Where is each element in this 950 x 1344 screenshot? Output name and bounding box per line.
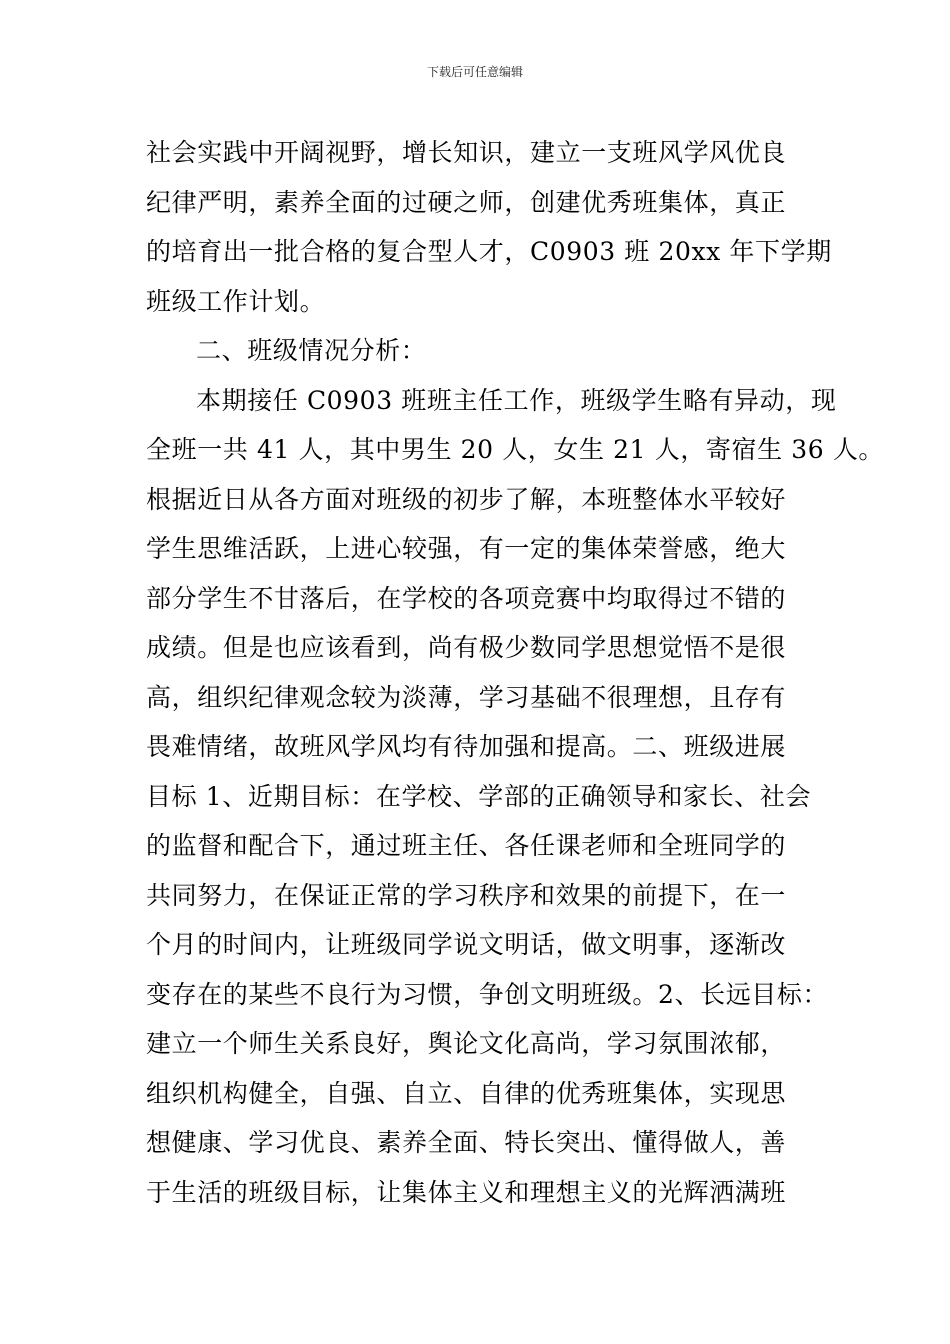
text-line: 想健康、学习优良、素养全面、特长突出、懂得做人，善	[146, 1128, 787, 1157]
text-line: 社会实践中开阔视野，增长知识，建立一支班风学风优良	[146, 138, 787, 167]
text-line: 纪律严明，素养全面的过硬之师，创建优秀班集体，真正	[146, 187, 787, 217]
text-line: 根据近日从各方面对班级的初步了解，本班整体水平较好	[146, 484, 787, 514]
text-line: 目标 1、近期目标：在学校、学部的正确领导和家长、社会	[146, 781, 812, 811]
text-line: 建立一个师生关系良好，舆论文化高尚，学习氛围浓郁，	[146, 1029, 787, 1058]
text-line: 于生活的班级目标，让集体主义和理想主义的光辉洒满班	[146, 1177, 787, 1207]
text-line: 变存在的某些不良行为习惯，争创文明班级。2、长远目标：	[146, 979, 829, 1009]
text-line: 畏难情绪，故班风学风均有待加强和提高。二、班级进展	[146, 732, 787, 761]
text-line: 部分学生不甘落后，在学校的各项竞赛中均取得过不错的	[146, 583, 787, 613]
text-line: 共同努力，在保证正常的学习秩序和效果的前提下，在一	[146, 880, 787, 910]
text-line: 的监督和配合下，通过班主任、各任课老师和全班同学的	[146, 831, 787, 860]
paragraph-start-line: 本期接任 C0903 班班主任工作，班级学生略有异动，现	[196, 385, 837, 415]
text-line: 组织机构健全，自强、自立、自律的优秀班集体，实现思	[146, 1078, 787, 1108]
text-line: 的培育出一批合格的复合型人才，C0903 班 20xx 年下学期	[146, 237, 832, 266]
text-line: 班级工作计划。	[146, 286, 326, 316]
page-header-note: 下载后可任意编辑	[426, 65, 523, 79]
document-body	[146, 128, 885, 1217]
text-line: 个月的时间内，让班级同学说文明话，做文明事，逐渐改	[146, 930, 787, 959]
text-line: 全班一共 41 人，其中男生 20 人，女生 21 人，寄宿生 36 人。	[146, 435, 885, 464]
text-line: 成绩。但是也应该看到，尚有极少数同学思想觉悟不是很	[146, 633, 787, 662]
section-heading: 二、班级情况分析：	[196, 336, 427, 365]
text-line: 高，组织纪律观念较为淡薄，学习基础不很理想，且存有	[146, 682, 787, 712]
text-line: 学生思维活跃，上进心较强，有一定的集体荣誉感，绝大	[146, 534, 787, 563]
